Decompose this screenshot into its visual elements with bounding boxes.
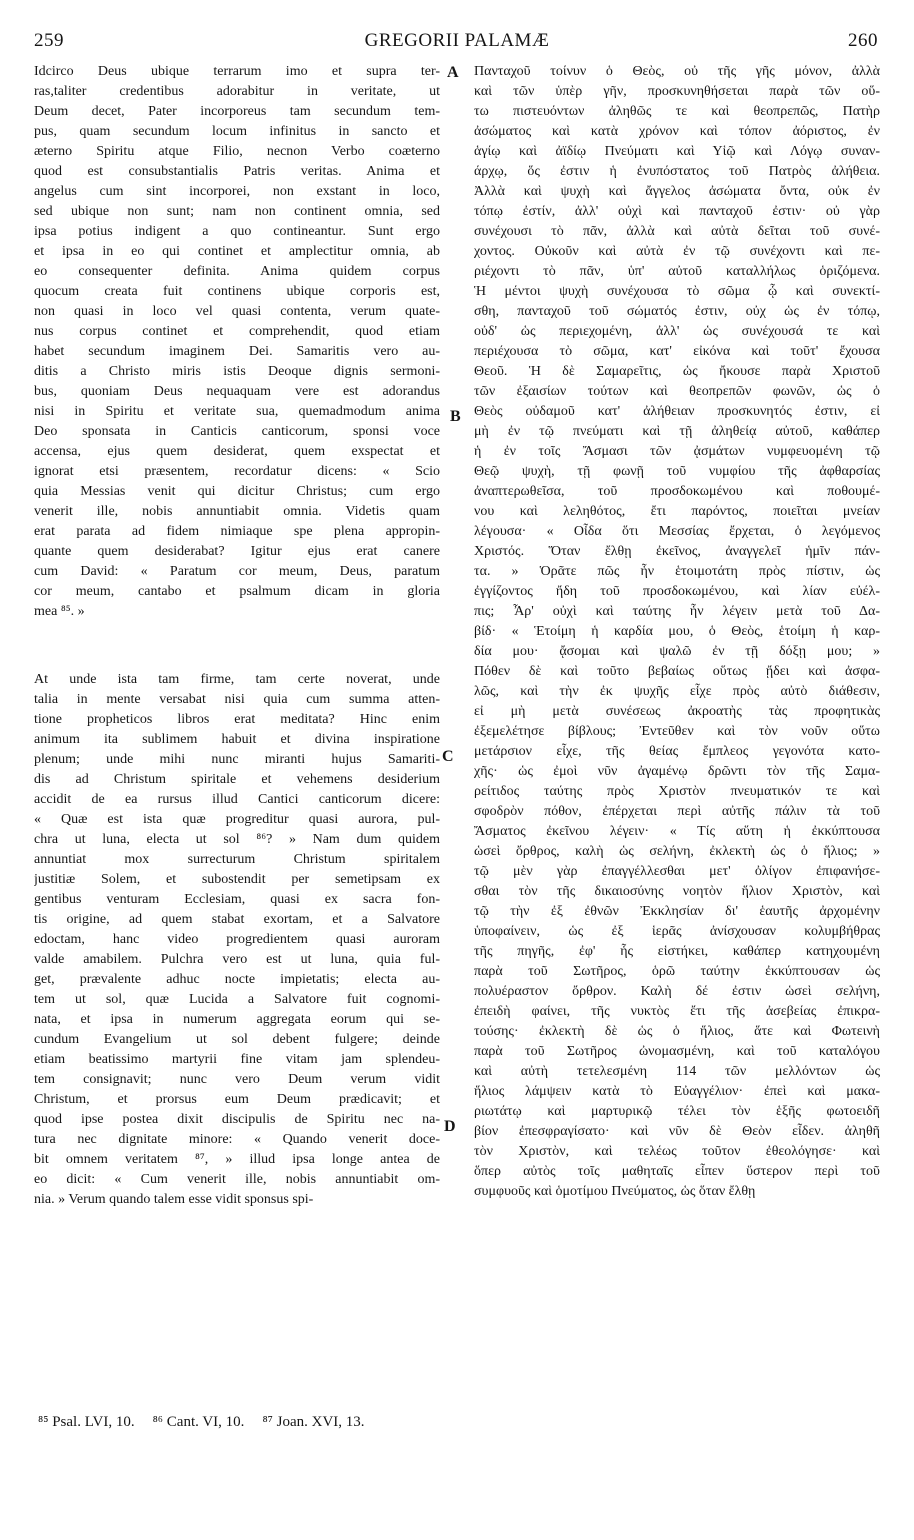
- latin-line: eo consequenter definita. Anima quidem corpus: [34, 264, 440, 279]
- latin-line: erat parata ad fidem nimiaque spe plena appropin-: [34, 524, 440, 539]
- section-marker-a: A: [447, 64, 459, 81]
- latin-line: nisi in Spiritu et veritate sua, quemadmodum anima: [34, 404, 440, 419]
- latin-line: accidit de ea rursus illud Cantici canticorum dicere:: [34, 792, 440, 807]
- greek-line: ἐγγίζοντος ἤδη τοῦ προσδοκωμένου, καὶ λίαν εὐέλ-: [474, 584, 880, 599]
- latin-line: ras,taliter credentibus adorabitur in veritate, ut: [34, 84, 440, 99]
- latin-line: cum David: « Paratum cor meum, Deus, paratum: [34, 564, 440, 579]
- greek-line: ἐξεμελέτησε βίβλους; Ἐντεῦθεν καὶ τὸν νοῦν οὕτω: [474, 724, 880, 739]
- latin-line: ditis a Christo miris istis Deoque dignis sermoni-: [34, 364, 440, 379]
- footnote: ⁸⁶ Cant. VI, 10.: [152, 1414, 245, 1430]
- greek-line: Ἄσματος ἐκεῖνου λέγειν· « Τίς αὕτη ἡ ἐκκύπτουσα: [474, 824, 880, 839]
- greek-line: ἥλιος λάμψειν κατὰ τὸ Εὐαγγέλιον· ἐπεὶ καὶ μακα-: [474, 1084, 880, 1099]
- section-marker-c: C: [442, 748, 454, 765]
- latin-line: tura nec dignitate minore: « Quando venerit doce-: [34, 1132, 440, 1147]
- greek-line: οὐδ' ὡς περιεχομένη, ἀλλ' ὡς συνέχουσά τε καὶ: [474, 324, 880, 339]
- latin-line: ignorat etsi præsentem, recordatur dicens: « Scio: [34, 464, 440, 479]
- latin-line: get, prævalente adhuc nocte impietatis; electa au-: [34, 972, 440, 987]
- running-title: GREGORII PALAMÆ: [364, 30, 550, 51]
- latin-line: Christum, et prorsus eum Deum prædicavit; et: [34, 1092, 440, 1107]
- latin-line: bus, quoniam Deus nequaquam vere est adorandus: [34, 384, 440, 399]
- greek-line: Θεοῦ. Ἡ δὲ Σαμαρεῖτις, ὡς ἤκουσε παρὰ Χριστοῦ: [474, 364, 880, 379]
- latin-line: talia in mente versabat nisi quia cum summa atten-: [34, 692, 440, 707]
- greek-line: χῆς· ὡς ἐμοὶ νῦν ἀγαμένῳ δρῶντι τὸν τῆς Σαμα-: [474, 764, 880, 779]
- latin-line: nata, et ipsa in numerum aggregata eorum qui se-: [34, 1012, 440, 1027]
- greek-line: βίδ· « Ἑτοίμη ἡ καρδία μου, ὁ Θεὸς, ἑτοίμη ἡ καρ-: [474, 624, 880, 639]
- greek-line: συνέχουσι τὸ πᾶν, ἀλλὰ καὶ αὐτὰ δεῖται τοῦ συνέ-: [474, 224, 880, 239]
- greek-line: δία μου· ᾄσομαι καὶ ψαλῶ ἐν τῇ δόξῃ μου; »: [474, 644, 880, 659]
- greek-line: πολυέραστον ὄρθρον. Καλὴ δέ ἐστιν ὡσεὶ σελήνη,: [474, 984, 880, 999]
- greek-line: σθη, πανταχοῦ τοῦ σώματός ἐστιν, οὐχ ὡς ἐν τόπῳ,: [474, 304, 880, 319]
- greek-line: μὴ ἐν τῷ πνεύματι καὶ τῇ ἀληθείᾳ αὐτοῦ, καθάπερ: [474, 424, 880, 439]
- greek-line: τὸν Χριστὸν, καὶ τελέως τοῦτον ἐθεολόγησε· καὶ: [474, 1144, 880, 1159]
- page-number-right: 260: [848, 30, 878, 51]
- latin-line: nia. » Verum quando talem esse vidit sponsus spi-: [34, 1192, 314, 1207]
- greek-line: ἐπειδὴ φαίνει, τῆς νυκτὸς ἔτι τῆς ἀσεβείας ἐπικρα-: [474, 1004, 880, 1019]
- latin-line: gentibus venturam Ecclesiam, quasi ex sacra fon-: [34, 892, 440, 907]
- greek-line: Ἡ μέντοι ψυχὴ συνέχουσα τὸ σῶμα ᾧ καὶ συνεκτί-: [474, 284, 880, 299]
- greek-line: βίον ἐπεσφραγίσατο· καὶ νῦν δὲ Θεὸν εἶδεν. ἀληθῆ: [474, 1124, 880, 1139]
- footnotes: [38, 1414, 383, 1431]
- latin-line: mea ⁸⁵. »: [34, 604, 85, 619]
- latin-line: etiam beatissimo martyrii fine vitam jam splendeu-: [34, 1052, 440, 1067]
- latin-line: ipsa potius indigent a quo contineantur. Sunt ergo: [34, 224, 440, 239]
- footnote: ⁸⁵ Psal. LVI, 10.: [38, 1414, 135, 1430]
- latin-line: valde amabilem. Pulchra vero est ut luna, quia ful-: [34, 952, 440, 967]
- latin-line: plenum; unde mihi nunc miranti hujus Samariti-: [34, 752, 440, 767]
- greek-line: λέγουσα· « Οἶδα ὅτι Μεσσίας ἔρχεται, ὁ λεγόμενος: [474, 524, 880, 539]
- greek-line: σφοδρὸν πόθον, ἐπέρχεται περὶ αὐτῆς πάλιν τὰ τοῦ: [474, 804, 880, 819]
- greek-line: ριωτάτῳ καὶ μαρτυρικῷ τέλει τὸν ἑξῆς φωτοειδῆ: [474, 1104, 880, 1119]
- latin-line: chra ut luna, electa ut sol ⁸⁶? » Nam dum quidem: [34, 832, 440, 847]
- latin-line: pus, quam secundum locum infinitus in sancto et: [34, 124, 440, 139]
- greek-line: πις; Ἆρ' οὐχὶ καὶ ταύτης ἦν λέγειν μετὰ τοῦ Δα-: [474, 604, 880, 619]
- greek-line: Θεῷ ψυχὴ, τῇ φωνῇ τοῦ νυμφίου τῆς ἀφθαρσίας: [474, 464, 880, 479]
- latin-line: et ipsa in eo qui continet et amplectitur omnia, ab: [34, 244, 440, 259]
- page-number-left: 259: [34, 30, 64, 51]
- greek-line: τω πιστευόντων ἀληθῶς τε καὶ θεοπρεπῶς, Πατὴρ: [474, 104, 880, 119]
- latin-line: Deum decet, Pater incorporeus tam secundum tem-: [34, 104, 440, 119]
- greek-line: ὑποφαίνειν, ὡς ἐξ ἱερᾶς ἀνίσχουσαν κολυμβήθρας: [474, 924, 880, 939]
- greek-line: Χριστός. Ὅταν ἔλθῃ ἐκεῖνος, ἀναγγελεῖ ἡμῖν πάν-: [474, 544, 880, 559]
- greek-line: περιέχουσα τὸ σῶμα, κατ' εἰκόνα καὶ τοῦτ' ἔχουσα: [474, 344, 880, 359]
- greek-line: ρείτιδος ταύτης πρὸς Χριστὸν πνευματικόν τε καὶ: [474, 784, 880, 799]
- footnote: ⁸⁷ Joan. XVI, 13.: [262, 1414, 365, 1430]
- latin-line: tione propheticos libros erat meditata? Hinc enim: [34, 712, 440, 727]
- greek-line: τῷ μὲν γὰρ ἐπαγγέλλεσθαι μετ' ὀλίγον ἐπιφανήσε-: [474, 864, 880, 879]
- greek-line: καὶ αὐτὴ τετελεσμένη 114 τῶν μελλόντων ὡς: [474, 1064, 880, 1079]
- latin-line: edoctam, hanc video progredientem quasi auroram: [34, 932, 440, 947]
- latin-line: tis origine, ad quem stabat exortam, et a Salvatore: [34, 912, 440, 927]
- latin-line: quia Messias venit qui dicitur Christus; cum ergo: [34, 484, 440, 499]
- latin-line: tem consignavit; nunc vero Deum verum vidit: [34, 1072, 440, 1087]
- greek-line: Πανταχοῦ τοίνυν ὁ Θεὸς, οὐ τῆς γῆς μόνον, ἀλλὰ: [474, 64, 880, 79]
- latin-line: nus corpus continet et comprehendit, quod etiam: [34, 324, 440, 339]
- greek-line: τούσης· ἐκλεκτὴ δὲ ὡς ὁ ἥλιος, ἅτε καὶ Φωτεινὴ: [474, 1024, 880, 1039]
- latin-line: venerit ille, nobis annuntiabit omnia. Videtis quam: [34, 504, 440, 519]
- greek-line: ἁγίῳ καὶ ἀϊδίῳ Πνεύματι καὶ Υἱῷ καὶ Λόγῳ συναν-: [474, 144, 880, 159]
- greek-line: ἀναπτερωθεῖσα, τοῦ προσδοκωμένου καὶ ποθουμέ-: [474, 484, 880, 499]
- latin-line: accensa, ejus quem desiderat, quem exspectat et: [34, 444, 440, 459]
- greek-line: εἰ μὴ μετὰ συνέσεως ἀκροατὴς τὰς προφητικὰς: [474, 704, 880, 719]
- latin-line: quante quem desiderabat? Igitur ejus erat canere: [34, 544, 440, 559]
- latin-line: justitiæ Solem, et subostendit per semetipsam ex: [34, 872, 440, 887]
- latin-line: æterno Spiritu atque Filio, necnon Verbo coæterno: [34, 144, 440, 159]
- greek-line: σθαι τὸν τῆς δικαιοσύνης νοητὸν ἥλιον Χριστὸν, καὶ: [474, 884, 880, 899]
- latin-line: quod ipse postea dixit discipulis de Spiritu nec na-: [34, 1112, 440, 1127]
- greek-line: άρχῳ, ὅς ἐστιν ἡ ἐνυπόστατος τοῦ Πατρὸς ἀλήθεια.: [474, 164, 880, 179]
- greek-line: ἀσώματος καὶ κατὰ χρόνον καὶ τόπον ἀόριστος, ἐν: [474, 124, 880, 139]
- latin-line: cor meum, cantabo et psalmum dicam in gloria: [34, 584, 440, 599]
- greek-line: ὅπερ αὐτὸς τοῖς μαθηταῖς εἶπεν ὕστερον περὶ τοῦ: [474, 1164, 880, 1179]
- latin-line: tem ut sol, quæ Lucida a Salvatore fuit cognomi-: [34, 992, 440, 1007]
- greek-column: [474, 62, 880, 1202]
- greek-line: Θεὸς οὐδαμοῦ κατ' ἀλήθειαν προσκυνητός ἐστιν, εἰ: [474, 404, 880, 419]
- latin-line: habet secundum imaginem Dei. Samaritis vero au-: [34, 344, 440, 359]
- greek-line: παρὰ τοῦ Σωτῆρος ὠνομασμένη, καὶ τοῦ καταλόγου: [474, 1044, 880, 1059]
- latin-line: Idcirco Deus ubique terrarum imo et supra ter-: [34, 64, 440, 79]
- latin-line: At unde ista tam firme, tam certe noverat, unde: [34, 672, 440, 687]
- greek-line: παρὰ τοῦ Σωτῆρος, ὁρῶ ταύτην ἐκκύπτουσαν ὡς: [474, 964, 880, 979]
- greek-line: ριέχοντι τὸ πᾶν, ὑπ' αὐτοῦ καταλλήλως ὁριζόμενα.: [474, 264, 880, 279]
- section-marker-b: B: [450, 408, 461, 425]
- latin-line: « Quæ est ista quæ progreditur quasi aurora, pul-: [34, 812, 440, 827]
- greek-line: Ἀλλὰ καὶ ψυχὴ καὶ ἄγγελος ἀσώματα ὄντα, οὐκ ἐν: [474, 184, 880, 199]
- latin-line: dis ad Christum spiritale et vehemens desiderium: [34, 772, 440, 787]
- latin-line: cundum Evangelium ut sol debent fulgere; deinde: [34, 1032, 440, 1047]
- latin-line: non quasi in loco vel quasi contenta, verum quate-: [34, 304, 440, 319]
- latin-column: [34, 62, 440, 1210]
- latin-line: quocum creata fuit continens ubique corporis est,: [34, 284, 440, 299]
- greek-line: ἡ ἐν τοῖς Ἄσμασι τῶν ᾀσμάτων νυμφευομένη τῷ: [474, 444, 880, 459]
- latin-line: bit omnem veritatem ⁸⁷, » illud ipsa longe antea de: [34, 1152, 440, 1167]
- greek-line: τῶν ἐξαισίων τούτων καὶ θεοπρεπῶν φωνῶν, ὡς ὁ: [474, 384, 880, 399]
- greek-line: μετάρσιον εἶχε, τῆς θείας ἔμπλεος γεγονότα κατο-: [474, 744, 880, 759]
- greek-line: ὡσεὶ ὄρθρος, καλὴ ὡς σελήνη, ἐκλεκτὴ ὡς ὁ ἥλιος; »: [474, 844, 880, 859]
- latin-line: annuntiat mox surrecturum Christum spiritalem: [34, 852, 440, 867]
- greek-line: τῷ τὴν ἐξ ἐθνῶν Ἐκκλησίαν δι' ἑαυτῆς ἀρχομένην: [474, 904, 880, 919]
- latin-line: eo dicit: « Cum venerit ille, nobis annuntiabit om-: [34, 1172, 440, 1187]
- paragraph-gap: [34, 622, 440, 670]
- section-marker-d: D: [444, 1118, 456, 1135]
- latin-line: angelus cum sint incorporei, non exstant in loco,: [34, 184, 440, 199]
- greek-line: τῆς πηγῆς, ἐφ' ἧς εἱστήκει, καθάπερ κατηχουμένη: [474, 944, 880, 959]
- greek-line: νου καὶ λεληθότος, ἔτι παρόντος, ποιεῖται μνείαν: [474, 504, 880, 519]
- greek-line: καὶ τῶν ὑπὲρ γῆν, προσκυνηθήσεται παρὰ τῶν οὕ-: [474, 84, 880, 99]
- greek-line: τα. » Ὁρᾶτε πῶς ἦν ἑτοιμοτάτη πρὸς πίστιν, ὡς: [474, 564, 880, 579]
- latin-line: Deo sponsata in Canticis canticorum, sponsi voce: [34, 424, 440, 439]
- latin-line: sed ubique non sunt; nam non continent omnia, sed: [34, 204, 440, 219]
- greek-line: τόπῳ ἐστίν, ἀλλ' οὐχὶ καὶ πανταχοῦ ἐστιν· οὐ γὰρ: [474, 204, 880, 219]
- greek-line: χοντος. Οὐκοῦν καὶ αὐτὰ ἐν τῷ συνέχοντι καὶ πε-: [474, 244, 880, 259]
- greek-line: Πόθεν δὲ καὶ τοῦτο βεβαίως οὕτως ᾔδει καὶ ἀσφα-: [474, 664, 880, 679]
- greek-line: συμφυοῦς καὶ ὁμοτίμου Πνεύματος, ὡς ὅταν ἔλθῃ: [474, 1184, 756, 1199]
- latin-line: quod est consubstantialis Patris veritas. Anima et: [34, 164, 440, 179]
- greek-line: λῶς, καὶ τὴν ἐκ ψυχῆς εἶχε πρὸς αὐτὸ διάθεσιν,: [474, 684, 880, 699]
- latin-line: animum ita sublimem habuit et divina inspiratione: [34, 732, 440, 747]
